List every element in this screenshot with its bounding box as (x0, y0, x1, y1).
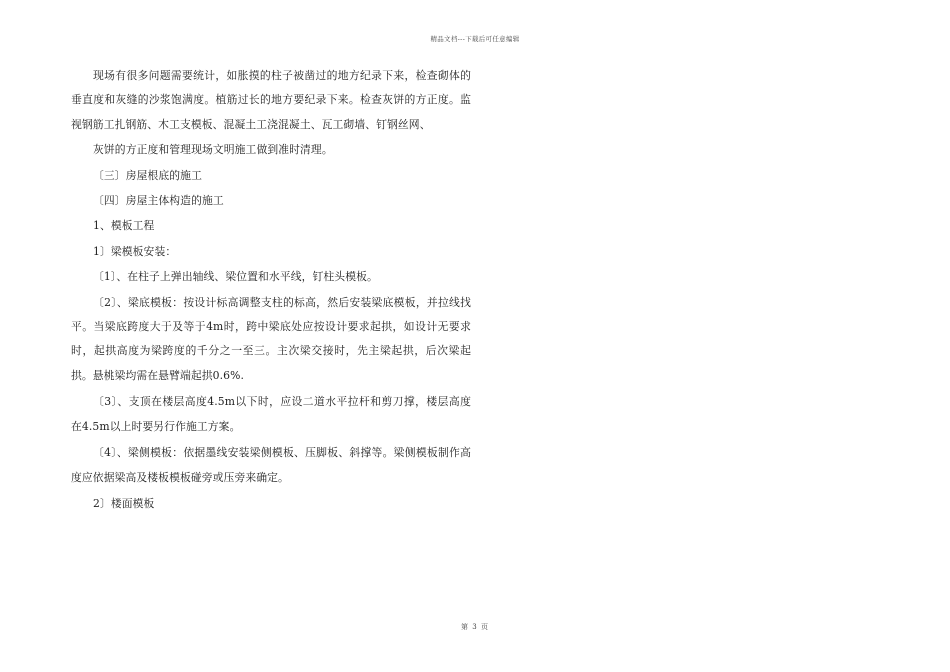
section-heading-foundation: 〔三〕房屋根底的施工 (93, 168, 202, 182)
paragraph-step-4: 〔4〕、梁侧模板：依据墨线安装梁侧模板、压脚板、斜撑等。梁侧模板制作高度应依据梁高及楼板模板碰旁或压旁来确定。 (71, 446, 471, 484)
paragraph-step-3: 〔3〕、支顶在楼层高度4.5m以下时，应设二道水平拉杆和剪刀撑，楼层高度在4.5m以上时要另行作施工方案。 (71, 395, 471, 433)
subsection-heading-beam-formwork: 1〕梁模板安装： (93, 244, 177, 258)
document-body (71, 64, 471, 516)
section-heading-main-structure: 〔四〕房屋主体构造的施工 (93, 194, 224, 208)
subsection-heading-floor-formwork: 2〕楼面模板 (93, 496, 155, 510)
subsection-heading-formwork: 1、模板工程 (93, 219, 155, 233)
paragraph-step-2: 〔2〕、梁底模板：按设计标高调整支柱的标高，然后安装梁底模板，并拉线找平。当梁底跨度大于及等于4m时，跨中梁底处应按设计要求起拱，如设计无要求时，起拱高度为梁跨度的千分之一至三。主次梁交接时，先主梁起拱，后次梁起拱。悬桃梁均需在悬臂端起拱0.6%. (71, 295, 471, 382)
page-number: 第 3 页 (461, 623, 489, 631)
paragraph-cleanup: 灰饼的方正度和管理现场文明施工做到准时清理。 (93, 143, 333, 157)
paragraph-step-1: 〔1〕、在柱子上弹出轴线、梁位置和水平线，钉柱头模板。 (93, 270, 378, 284)
page-header: 精品文档---下载后可任意编辑 (430, 35, 520, 43)
paragraph-site-inspection: 现场有很多问题需要统计，如胀摸的柱子被凿过的地方纪录下来，检查砌体的垂直度和灰缝的沙浆饱满度。植筋过长的地方要纪录下来。检查灰饼的方正度。监视钢筋工扎钢筋、木工支模板、混凝土工浇混凝土、瓦工砌墙、钉钢丝网、 (71, 69, 471, 131)
